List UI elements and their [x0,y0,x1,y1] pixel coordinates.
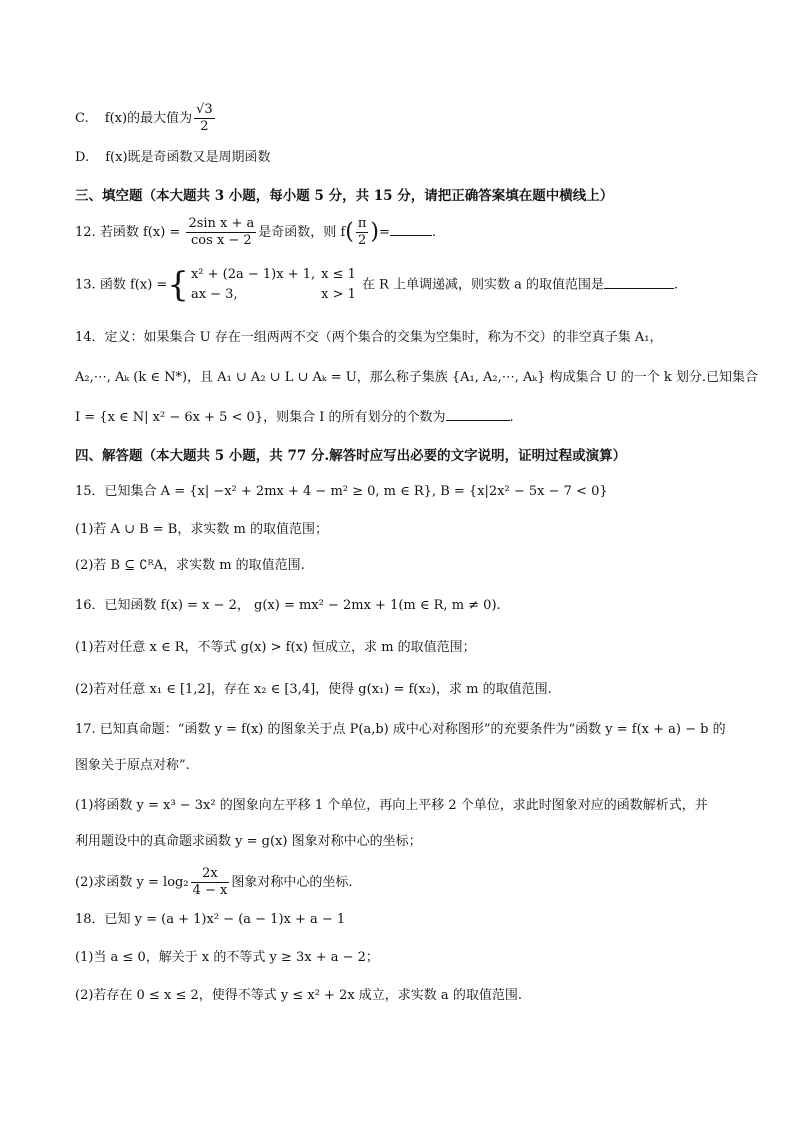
q12-arg-num: π [357,216,367,231]
q17-p2-num: 2x [191,866,230,883]
q13-pre: 函数 [99,277,126,293]
q13-cases [189,264,362,306]
q14-line2: A₂,⋯, Aₖ (k ∈ N*)，且 A₁ ∪ A₂ ∪ L ∪ Aₖ = U，那么称子集族 {A₁, A₂,⋯, Aₖ} 构成集合 U 的一个 k 划分.已知集合 [75,370,759,385]
option-d [75,148,271,168]
section-answer-heading: 四、解答题（本大题共 5 小题，共 77 分.解答时应写出必要的文字说明，证明过程或演算） [75,448,627,464]
q16-part2: (2)若对任意 x₁ ∈ [1,2]，存在 x₂ ∈ [3,4]，使得 g(x₁) = f(x₂)，求 m 的取值范围. [75,682,552,697]
q17-part1a: (1)将函数 y = x³ − 3x² 的图象向左平移 1 个单位，再向上平移 2 个单位，求此时图象对应的函数解析式，并 [75,798,708,813]
q12-arg [356,216,369,249]
q15-stem: 15．已知集合 A = {x| −x² + 2mx + 4 − m² ≥ 0, m ∈ R}, B = {x|2x² − 5x − 7 < 0} [75,484,608,499]
q18-part1: (1)当 a ≤ 0，解关于 x 的不等式 y ≥ 3x + a − 2； [75,950,379,965]
q13-answer-blank[interactable] [604,276,674,289]
q13-post: 在 R 上单调递减，则实数 a 的取值范围是 [361,277,604,293]
q12-eq: = [379,225,390,240]
option-c [75,102,217,135]
q12-f: f [340,225,346,240]
q14-line3 [75,408,514,428]
q13-brace-icon: { [167,265,189,305]
q12-arg-den: 2 [357,233,367,248]
option-c-math: f(x) [104,111,128,126]
q18-stem: 18．已知 y = (a + 1)x² − (a − 1)x + a − 1 [75,912,346,927]
q16-stem: 16．已知函数 f(x) = x − 2， g(x) = mx² − 2mx + 1(m ∈ R, m ≠ 0). [75,598,501,613]
q12-fraction [186,216,256,249]
q14-line3-pre: I = {x ∈ N| x² − 6x + 5 < 0}，则集合 I 的所有划分的个数为 [75,410,446,425]
q12-end: . [431,225,437,240]
option-c-text: 的最大值为 [127,111,193,126]
q16-part1: (1)若对任意 x ∈ R，不等式 g(x) > f(x) 恒成立，求 m 的取值范围； [75,640,476,655]
q17-stem: 17. 已知真命题：“函数 y = f(x) 的图象关于点 P(a,b) 成中心对称图形”的充要条件为“函数 y = f(x + a) − b 的 [75,722,726,737]
q17-part1b: 利用题设中的真命题求函数 y = g(x) 图象对称中心的坐标； [75,834,422,849]
option-c-fraction [194,102,215,135]
q17-p2-fraction [191,866,230,899]
q12-answer-blank[interactable] [390,223,432,236]
q17-p2-den: 4 − x [192,883,228,898]
q15-part1: (1)若 A ∪ B = B，求实数 m 的取值范围； [75,522,328,537]
q13-end: . [673,277,679,293]
q14-answer-blank[interactable] [446,408,510,421]
q18-part2: (2)若存在 0 ≤ x ≤ 2，使得不等式 y ≤ x² + 2x 成立，求实数 a 的取值范围. [75,988,522,1003]
q12-number: 12. [75,225,96,240]
q17-p2-pre: (2)求函数 y = log₂ [75,875,189,890]
option-d-text: 既是奇函数又是周期函数 [127,150,271,165]
q12-mid: 是奇函数，则 [258,225,337,240]
q12-pre: 若函数 [99,225,139,240]
q13-fx: f(x) = [129,277,168,293]
q15-part2: (2)若 B ⊆ ∁ᴿA，求实数 m 的取值范围. [75,558,305,573]
q17-part2 [75,866,352,899]
q13-number: 13. [75,277,96,293]
section-fill-heading: 三、填空题（本大题共 3 小题，每小题 5 分，共 15 分，请把正确答案填在题中横线上） [75,188,614,204]
question-13 [75,264,678,306]
q13-case2-expr: ax − 3, [190,287,238,302]
q12-fx: f(x) = [142,225,181,240]
q17-stem-2: 图象关于原点对称”. [75,758,190,773]
q14-line3-end: . [509,410,514,425]
option-c-label: C. [75,111,89,126]
q17-p2-post: 图象对称中心的坐标. [231,875,353,890]
option-c-numerator: √3 [196,102,213,117]
q13-case2-cond: x > 1 [321,287,356,302]
q14-line1: 14．定义：如果集合 U 存在一组两两不交（两个集合的交集为空集时，称为不交）的非空真子集 A₁， [75,330,663,345]
option-d-math: f(x) [105,150,128,165]
q12-frac-den: cos x − 2 [191,233,252,248]
q12-frac-num: 2sin x + a [188,216,255,231]
question-12: 12. 若函数 f(x) = $\frac{\text{2sin x + a}}{\text{cos x − 2}}$ 是奇函数，则 f( $\frac{\pi}{2}$ )= . [75,216,437,248]
q13-case1-expr: x² + (2a − 1)x + 1, [190,267,316,282]
option-c-denominator: 2 [200,119,209,134]
option-d-label: D. [75,150,90,165]
q13-case1-cond: x ≤ 1 [321,267,356,282]
